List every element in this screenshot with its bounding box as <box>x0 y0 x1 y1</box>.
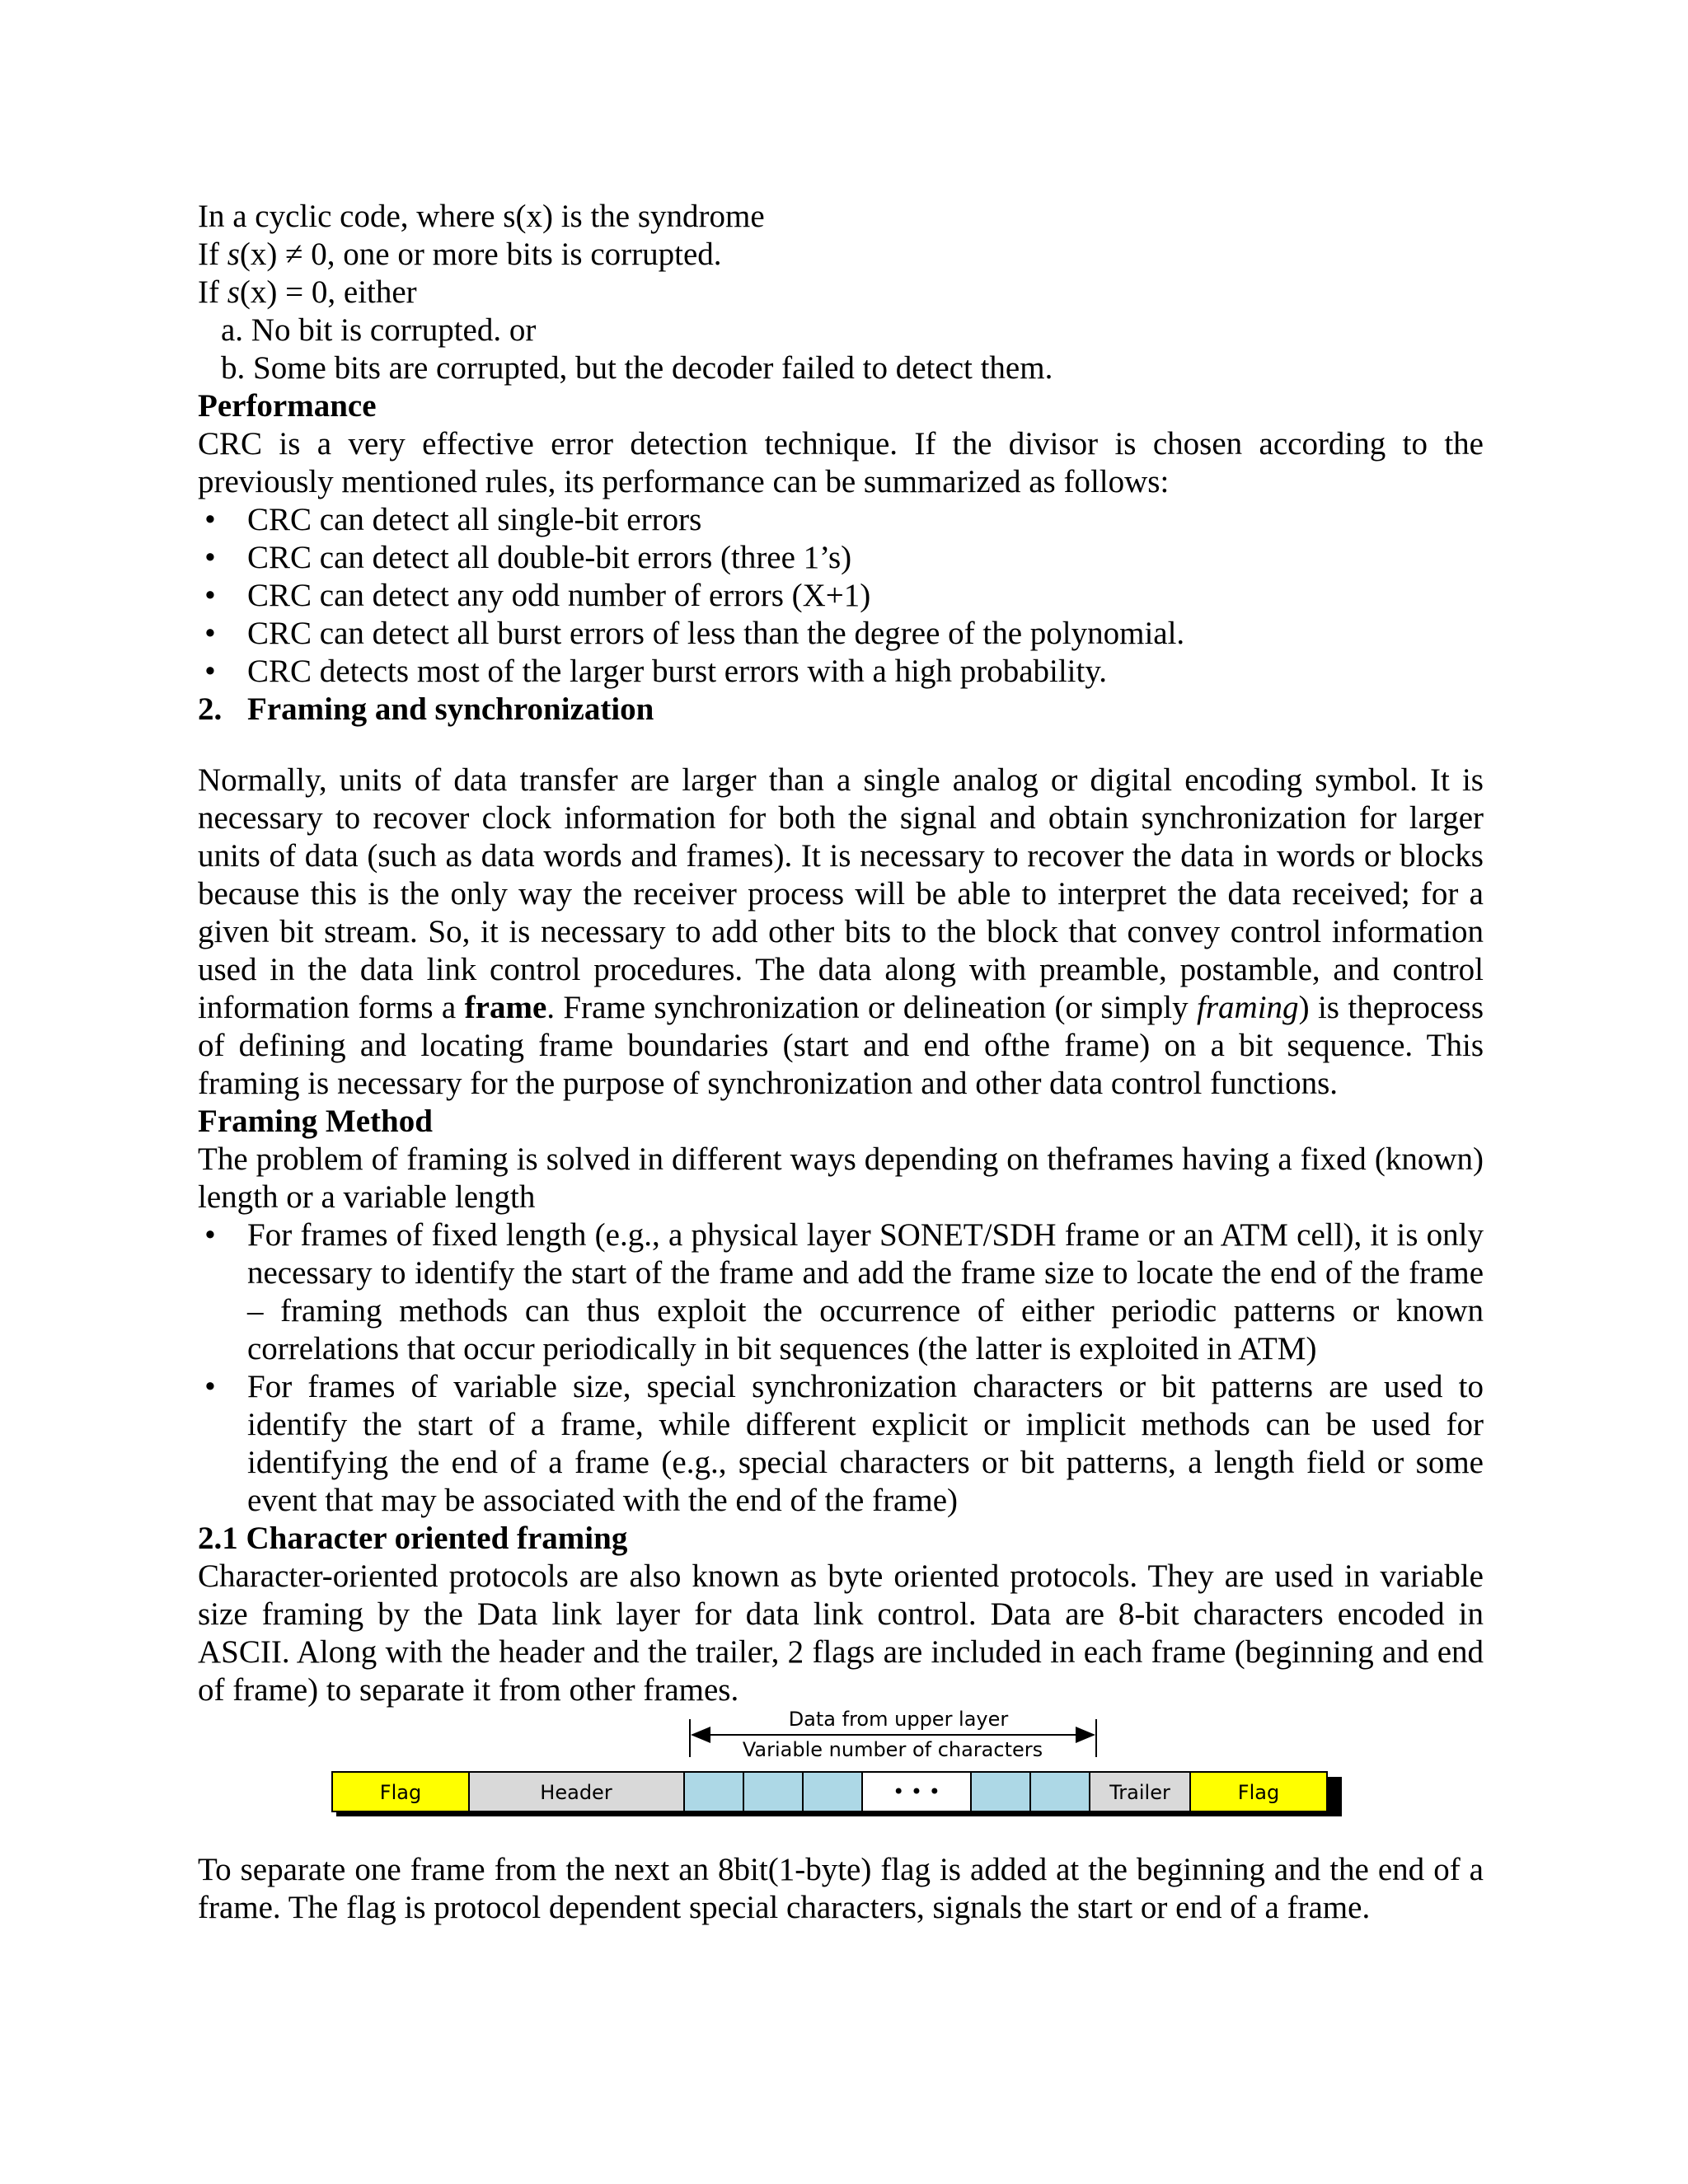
bullet-icon: • <box>204 1369 216 1404</box>
bullet-icon: • <box>204 1217 216 1253</box>
spacer <box>198 729 1484 762</box>
performance-list <box>198 501 1484 691</box>
framing-paragraph-part-c: ) is theprocess of defining and locating frame boundaries (start and end ofthe frame) on a bit sequence. This framing is necessary for the purpose of synchronization and other data control functions. <box>198 990 1484 1101</box>
bullet-icon: • <box>204 578 216 613</box>
performance-heading: Performance <box>198 388 377 424</box>
syndrome-item-b: b. Some bits are corrupted, but the decoder failed to detect them. <box>221 350 1053 386</box>
list-item <box>198 653 1484 691</box>
list-item <box>198 577 1484 615</box>
list-item-text: CRC detects most of the larger burst errors with a high probability. <box>247 654 1108 689</box>
framing-paragraph-italic: framing <box>1197 990 1299 1025</box>
frame-field-data <box>1030 1772 1090 1811</box>
document-page <box>198 198 1484 1927</box>
frame-format-diagram <box>198 1703 1484 1851</box>
framing-method-heading: Framing Method <box>198 1104 433 1139</box>
diagram-top-label: Data from upper layer <box>788 1708 1009 1731</box>
frame-label-header: Header <box>540 1781 612 1804</box>
syndrome-line-2 <box>198 236 1484 274</box>
list-item <box>198 615 1484 653</box>
framing-heading-number: 2. <box>198 691 223 727</box>
syndrome-line-1: In a cyclic code, where s(x) is the syndrome <box>198 199 765 234</box>
bullet-icon: • <box>204 540 216 575</box>
syndrome-item-a: a. No bit is corrupted. or <box>221 312 537 348</box>
framing-heading <box>198 691 1484 729</box>
frame-format-svg <box>198 1703 1484 1851</box>
list-item-text: CRC can detect all double-bit errors (three 1’s) <box>247 540 852 575</box>
frame-label-trailer: Trailer <box>1109 1781 1170 1804</box>
syndrome-line-3-post: (x) = 0, either <box>239 274 417 310</box>
closing-paragraph: To separate one frame from the next an 8bit(1-byte) flag is added at the beginning and the end of a frame. The flag is protocol dependent special characters, signals the start or end of a frame. <box>198 1852 1484 1925</box>
framing-method-intro: The problem of framing is solved in different ways depending on theframes having a fixed (known) length or a variable length <box>198 1141 1484 1215</box>
frame-field-data <box>684 1772 743 1811</box>
syndrome-line-3-s: s <box>227 274 240 310</box>
list-item <box>198 1216 1484 1368</box>
frame-field-data <box>971 1772 1030 1811</box>
char-framing-heading: 2.1 Character oriented framing <box>198 1521 628 1556</box>
list-item <box>198 539 1484 577</box>
char-framing-paragraph: Character-oriented protocols are also known as byte oriented protocols. They are used in variable size framing by the Data link layer for data link control. Data are 8-bit characters encoded in ASCII. Along with the header and the trailer, 2 flags are included in each frame (beginning and end of frame) to separate it from other frames. <box>198 1558 1484 1708</box>
frame-label-flag-right: Flag <box>1237 1781 1280 1804</box>
bullet-icon: • <box>204 616 216 651</box>
frame-field-data <box>743 1772 803 1811</box>
syndrome-line-2-pre: If <box>198 237 227 272</box>
list-item <box>198 501 1484 539</box>
frame-label-flag-left: Flag <box>379 1781 422 1804</box>
list-item-text: CRC can detect all burst errors of less than the degree of the polynomial. <box>247 616 1185 651</box>
list-item-text: For frames of fixed length (e.g., a physical layer SONET/SDH frame or an ATM cell), it is only necessary to identify the start of the frame and add the frame size to locate the end of the frame – framing methods can thus exploit the occurrence of either periodic patterns or known correlations that occur periodically in bit sequences (the latter is exploited in ATM) <box>247 1217 1484 1366</box>
list-item-text: CRC can detect all single-bit errors <box>247 502 702 537</box>
frame-field-data <box>803 1772 862 1811</box>
framing-method-list <box>198 1216 1484 1520</box>
syndrome-line-2-post: (x) ≠ 0, one or more bits is corrupted. <box>239 237 722 272</box>
framing-paragraph-part-a: Normally, units of data transfer are larger than a single analog or digital encoding symbol. It is necessary to recover clock information for both the signal and obtain synchronization for larger units of data (such as data words and frames). It is necessary to recover the data in words or blocks because this is the only way the receiver process will be able to interpret the data received; for a given bit stream. So, it is necessary to add other bits to the block that convey control information used in the data link control procedures. The data along with preamble, postamble, and control information forms a <box>198 762 1484 1025</box>
diagram-span-label: Variable number of characters <box>742 1738 1043 1761</box>
list-item-text: For frames of variable size, special synchronization characters or bit patterns are used to identify the start of a frame, while different explicit or implicit methods can be used for identifying the end of a frame (e.g., special characters or bit patterns, a length field or some event that may be associated with the end of the frame) <box>247 1369 1484 1518</box>
syndrome-line-3-pre: If <box>198 274 227 310</box>
performance-intro: CRC is a very effective error detection technique. If the divisor is chosen according to the previously mentioned rules, its performance can be summarized as follows: <box>198 426 1484 499</box>
list-item-text: CRC can detect any odd number of errors (X+1) <box>247 578 871 613</box>
syndrome-line-3 <box>198 274 1484 312</box>
framing-paragraph <box>198 762 1484 1103</box>
bullet-icon: • <box>204 502 216 537</box>
framing-heading-text: Framing and synchronization <box>247 691 654 727</box>
frame-label-ellipsis: • • • <box>893 1780 940 1803</box>
list-item <box>198 1368 1484 1520</box>
framing-paragraph-bold: frame <box>464 990 547 1025</box>
framing-paragraph-part-b: . Frame synchronization or delineation (or simply <box>546 990 1198 1025</box>
syndrome-line-2-s: s <box>227 237 240 272</box>
bullet-icon: • <box>204 654 216 689</box>
